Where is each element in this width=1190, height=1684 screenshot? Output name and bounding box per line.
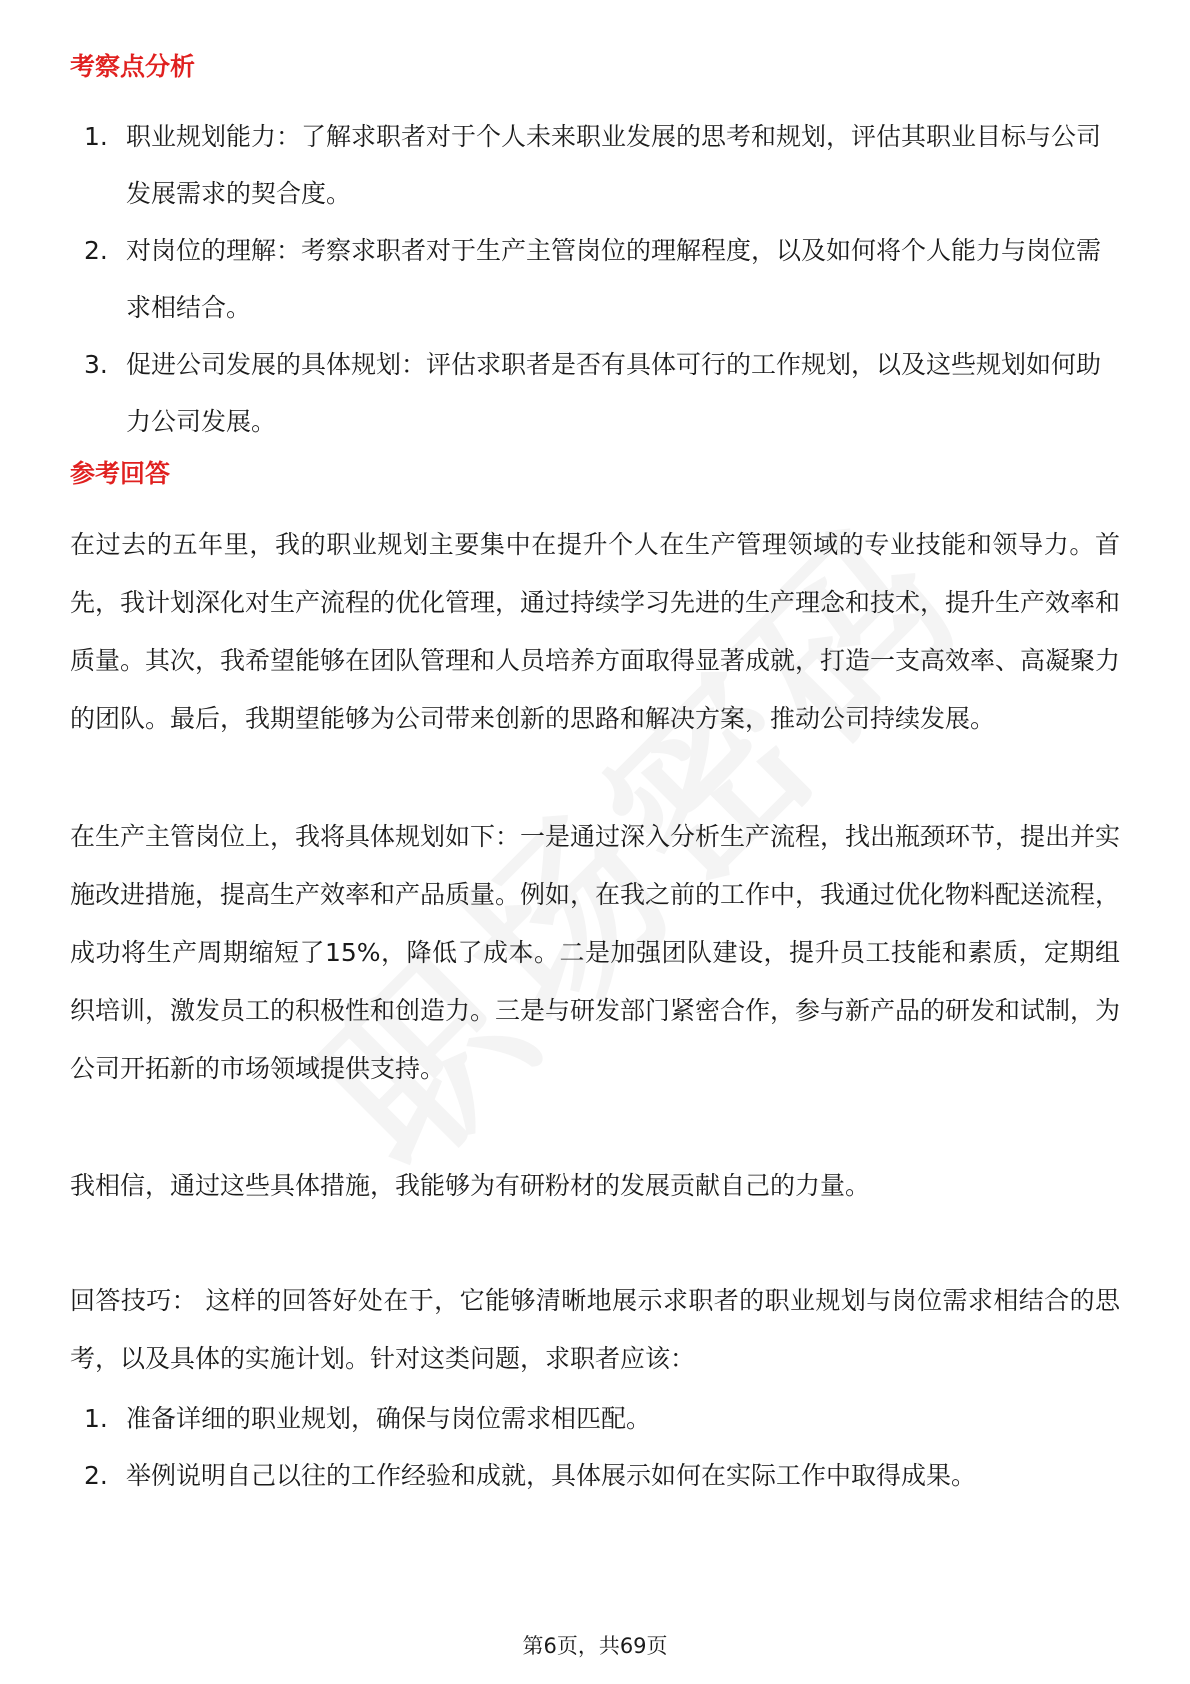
list-text: 准备详细的职业规划，确保与岗位需求相匹配。 [126,1404,652,1433]
list-number: 2. [84,1461,108,1490]
list-item [70,222,1120,336]
tips-paragraph: 回答技巧： 这样的回答好处在于，它能够清晰地展示求职者的职业规划与岗位需求相结合的思考，以及具体的实施计划。针对这类问题，求职者应该： [70,1286,1120,1373]
list-text: 促进公司发展的具体规划：评估求职者是否有具体可行的工作规划，以及这些规划如何助力公司发展。 [126,350,1102,436]
list-item [70,1447,1120,1504]
tips-list [70,1390,1120,1504]
list-text: 对岗位的理解：考察求职者对于生产主管岗位的理解程度，以及如何将个人能力与岗位需求相结合。 [126,236,1102,322]
answer-heading: 参考回答 [70,459,171,488]
analysis-heading: 考察点分析 [70,52,196,81]
list-item [70,336,1120,450]
list-item [70,1390,1120,1447]
answer-paragraph: 在过去的五年里，我的职业规划主要集中在提升个人在生产管理领域的专业技能和领导力。首先，我计划深化对生产流程的优化管理，通过持续学习先进的生产理念和技术，提升生产效率和质量。其次，我希望能够在团队管理和人员培养方面取得显著成就，打造一支高效率、高凝聚力的团队。最后，我期望能够为公司带来创新的思路和解决方案，推动公司持续发展。 [70,530,1121,733]
list-text: 举例说明自己以往的工作经验和成就，具体展示如何在实际工作中取得成果。 [126,1461,977,1490]
list-item [70,108,1120,222]
analysis-list [70,108,1120,450]
list-number: 3. [84,350,108,379]
answer-paragraph: 在生产主管岗位上，我将具体规划如下：一是通过深入分析生产流程，找出瓶颈环节，提出并实施改进措施，提高生产效率和产品质量。例如，在我之前的工作中，我通过优化物料配送流程，成功将生产周期缩短了15%，降低了成本。二是加强团队建设，提升员工技能和素质，定期组织培训，激发员工的积极性和创造力。三是与研发部门紧密合作，参与新产品的研发和试制，为公司开拓新的市场领域提供支持。 [70,822,1121,1083]
list-number: 1. [84,1404,108,1433]
answer-paragraph: 我相信，通过这些具体措施，我能够为有研粉材的发展贡献自己的力量。 [70,1171,871,1200]
list-number: 2. [84,236,108,265]
list-number: 1. [84,122,108,151]
list-text: 职业规划能力：了解求职者对于个人未来职业发展的思考和规划，评估其职业目标与公司发展需求的契合度。 [126,122,1102,208]
page-footer: 第6页，共69页 [522,1634,668,1658]
